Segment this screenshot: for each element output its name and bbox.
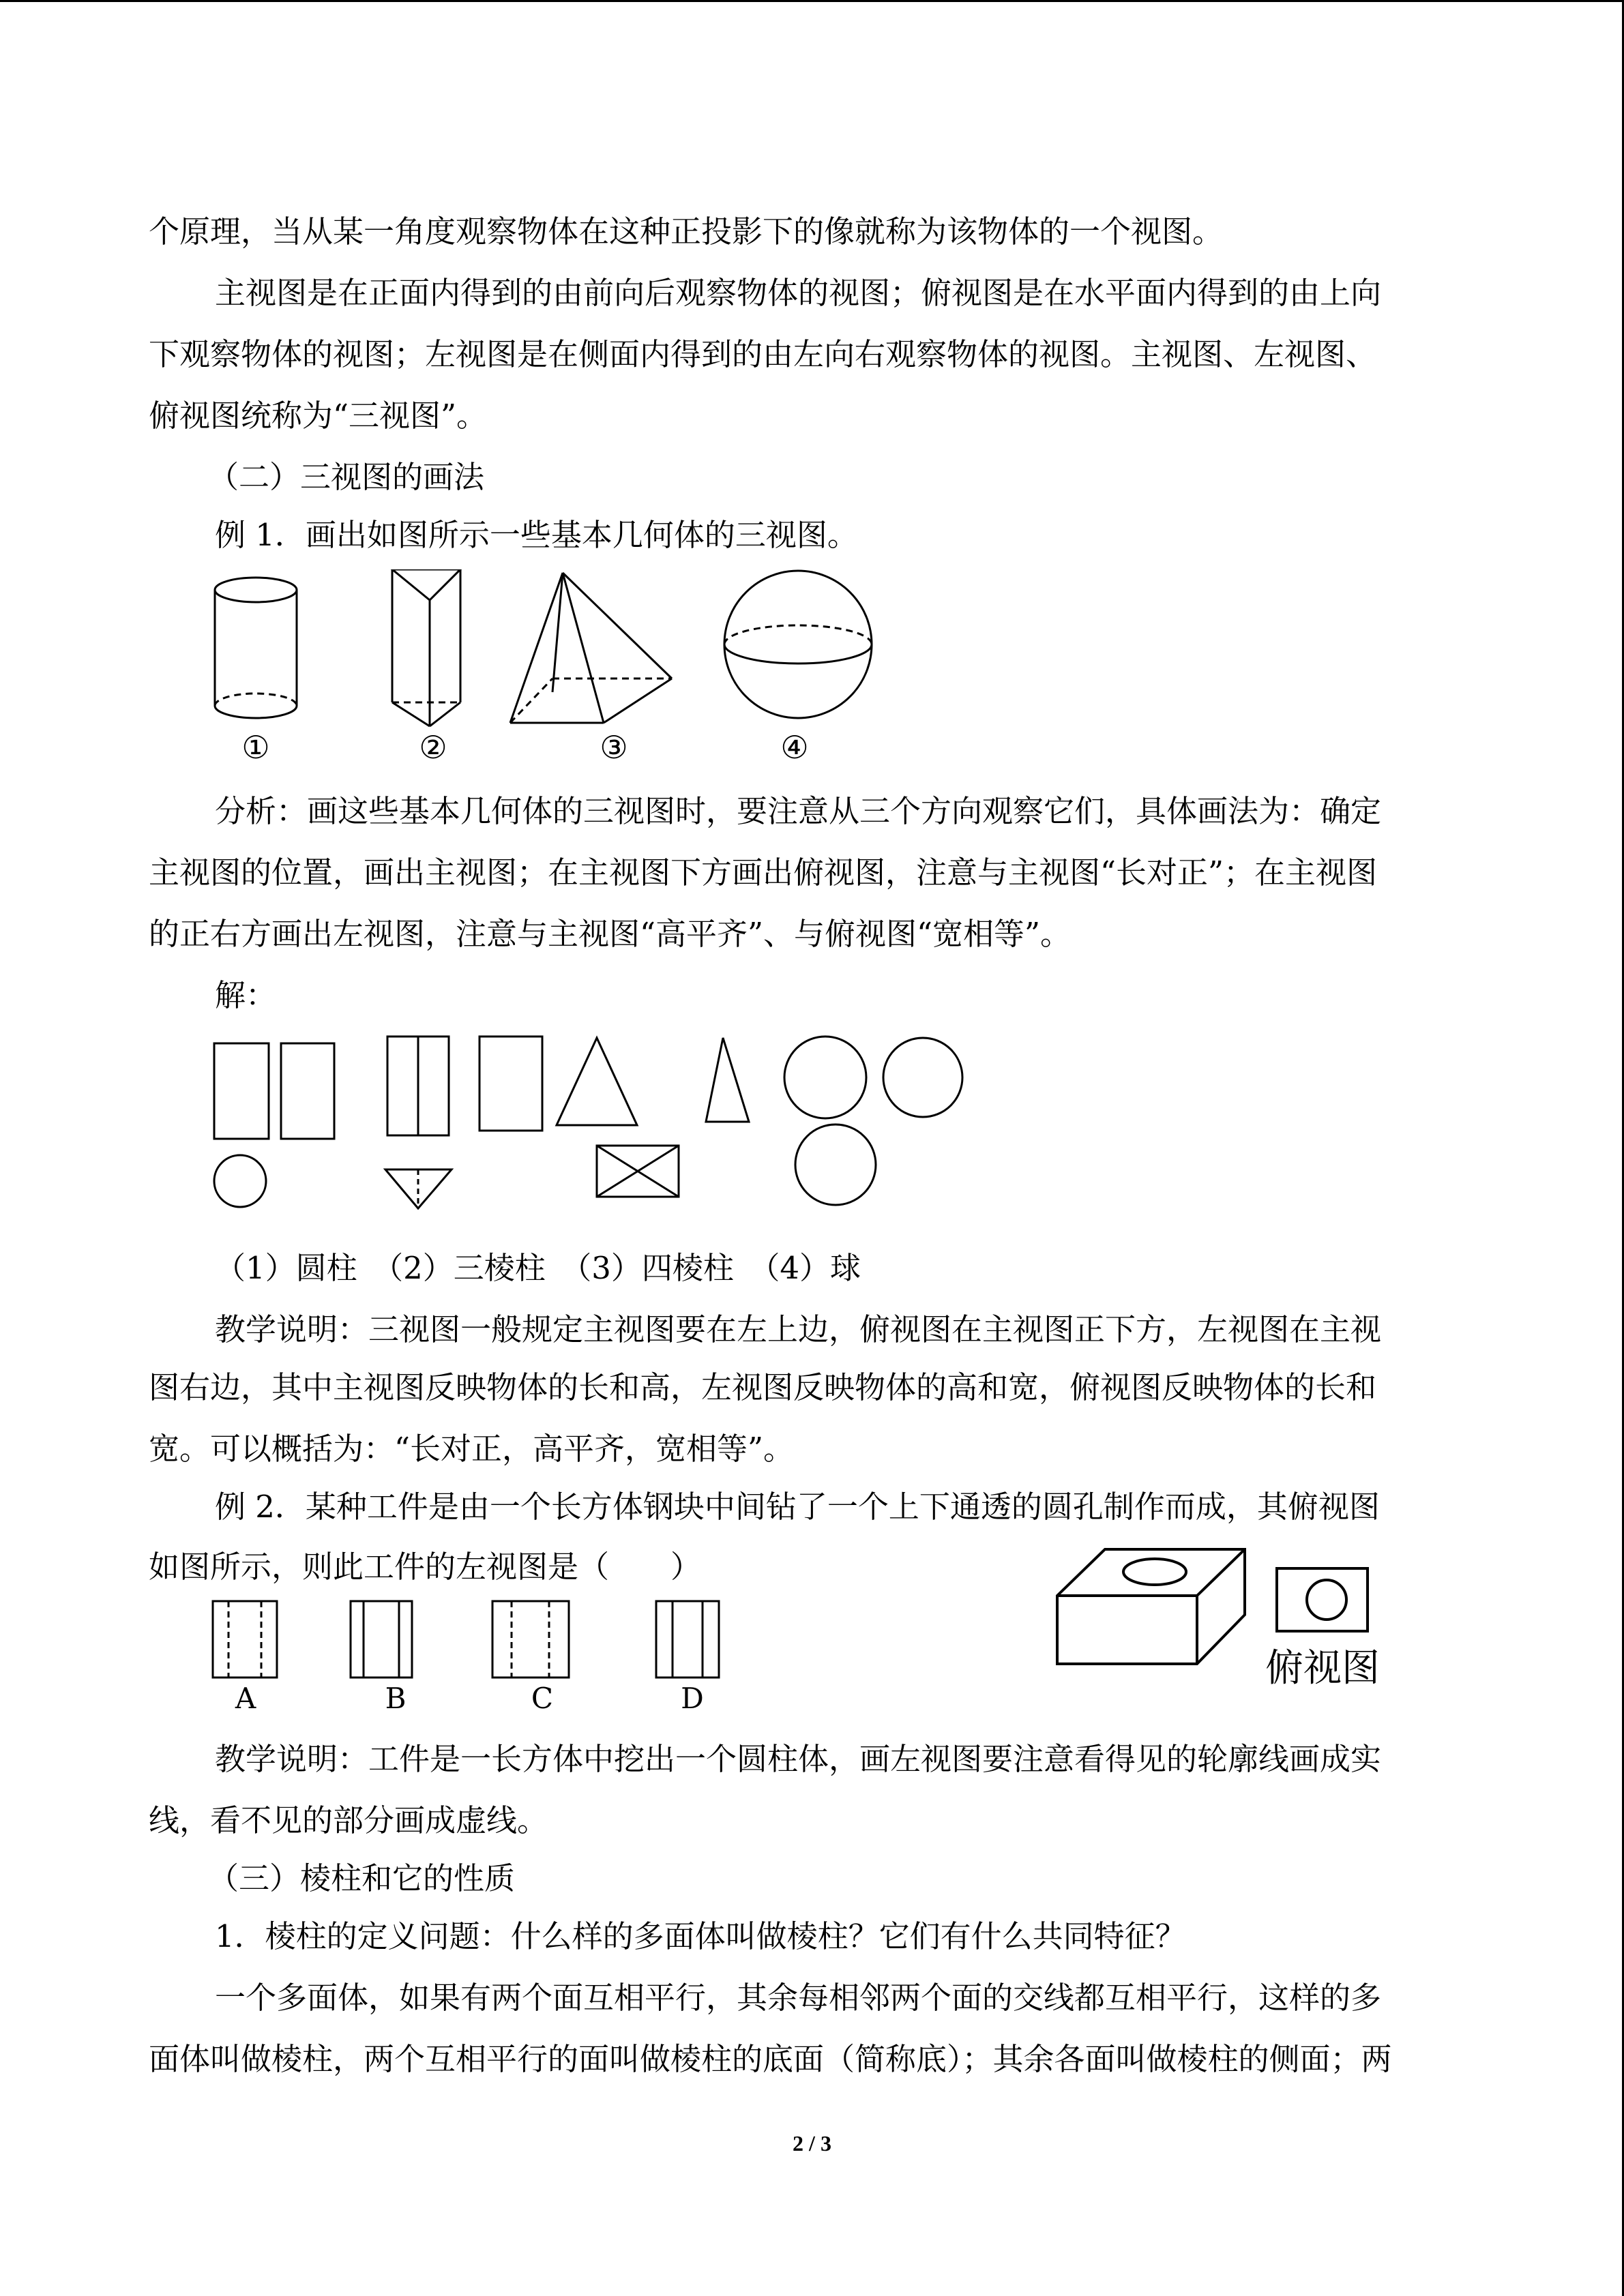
choice-label: C — [531, 1682, 554, 1715]
sphere-top-view — [795, 1124, 876, 1205]
section-heading: （二）三视图的画法 — [208, 459, 485, 495]
sphere-drawing — [724, 571, 872, 718]
choice-label: B — [385, 1682, 407, 1715]
example-title: 例 1．画出如图所示一些基本几何体的三视图。 — [215, 517, 858, 553]
choice-a-view — [213, 1601, 277, 1678]
figure-label: ④ — [780, 729, 809, 766]
paragraph-line: 宽。可以概括为：“长对正，高平齐，宽相等”。 — [149, 1431, 795, 1467]
paragraph-line: 线，看不见的部分画成虚线。 — [149, 1802, 548, 1838]
top-view-label: 俯视图 — [1265, 1646, 1380, 1690]
paragraph-line: 教学说明：工件是一长方体中挖出一个圆柱体，画左视图要注意看得见的轮廓线画成实 — [215, 1741, 1382, 1777]
three-views-figure — [205, 1030, 982, 1221]
paragraph-line: 俯视图统称为“三视图”。 — [149, 398, 488, 434]
sphere-front-view — [784, 1037, 866, 1118]
paragraph-line: 图右边，其中主视图反映物体的长和高，左视图反映物体的高和宽，俯视图反映物体的长和 — [149, 1369, 1377, 1405]
workpiece-figure — [1047, 1548, 1402, 1705]
paragraph-line: 个原理，当从某一角度观察物体在这种正投影下的像就称为该物体的一个视图。 — [149, 213, 1224, 250]
choice-label: D — [681, 1682, 704, 1715]
figure-label: ① — [241, 729, 270, 766]
paragraph-line: 教学说明：三视图一般规定主视图要在左上边，俯视图在主视图正下方，左视图在主视 — [215, 1311, 1382, 1347]
sphere-side-view — [883, 1038, 962, 1117]
paragraph-line: 分析：画这些基本几何体的三视图时，要注意从三个方向观察它们，具体画法为：确定 — [215, 793, 1382, 829]
top-view-drawing — [1277, 1568, 1368, 1631]
figure-label: ② — [419, 729, 447, 766]
solution-label: 解： — [215, 977, 277, 1013]
choice-c-view — [492, 1601, 569, 1678]
solids-figure — [198, 569, 894, 774]
captions: （1）圆柱 （2）三棱柱 （3）四棱柱 （4）球 — [215, 1250, 861, 1286]
cylinder-drawing — [215, 578, 297, 718]
choice-d-view — [656, 1601, 719, 1678]
cylinder-side-view — [281, 1043, 334, 1139]
cylinder-front-view — [214, 1043, 269, 1139]
paragraph-line: 下观察物体的视图；左视图是在侧面内得到的由左向右观察物体的视图。主视图、左视图、 — [149, 336, 1377, 372]
paragraph-line: 如图所示，则此工件的左视图是（ ） — [149, 1549, 702, 1585]
answer-choices-figure — [205, 1589, 750, 1718]
paragraph-line: 主视图的位置，画出主视图；在主视图下方画出俯视图，注意与主视图“长对正”；在主视图 — [149, 854, 1378, 891]
pyramid-drawing — [510, 573, 672, 723]
pyramid-front-view — [557, 1038, 637, 1125]
triangular-prism-drawing — [392, 569, 460, 726]
paragraph-line: 例 2．某种工件是由一个长方体钢块中间钻了一个上下通透的圆孔制作而成，其俯视图 — [215, 1489, 1380, 1525]
page-top-border — [0, 0, 1624, 2]
paragraph-line: 一个多面体，如果有两个面互相平行，其余每相邻两个面的交线都互相平行，这样的多 — [215, 1980, 1382, 2016]
cylinder-top-view — [214, 1155, 266, 1207]
choice-label: A — [235, 1682, 256, 1715]
paragraph-line: 主视图是在正面内得到的由前向后观察物体的视图；俯视图是在水平面内得到的由上向 — [215, 275, 1382, 311]
prism-side-view — [479, 1037, 542, 1131]
page-number: 2 / 3 — [793, 2131, 831, 2156]
choice-b-view — [351, 1601, 412, 1678]
figure-label: ③ — [600, 729, 628, 766]
workpiece-drawing — [1057, 1549, 1245, 1664]
pyramid-side-view — [706, 1038, 749, 1122]
paragraph-line: 的正右方画出左视图，注意与主视图“高平齐”、与俯视图“宽相等”。 — [149, 916, 1072, 952]
section-heading: （三）棱柱和它的性质 — [208, 1860, 516, 1896]
paragraph-line: 1．棱柱的定义问题：什么样的多面体叫做棱柱？它们有什么共同特征？ — [215, 1918, 1186, 1954]
paragraph-line: 面体叫做棱柱，两个互相平行的面叫做棱柱的底面（简称底）；其余各面叫做棱柱的侧面；两 — [149, 2041, 1392, 2077]
